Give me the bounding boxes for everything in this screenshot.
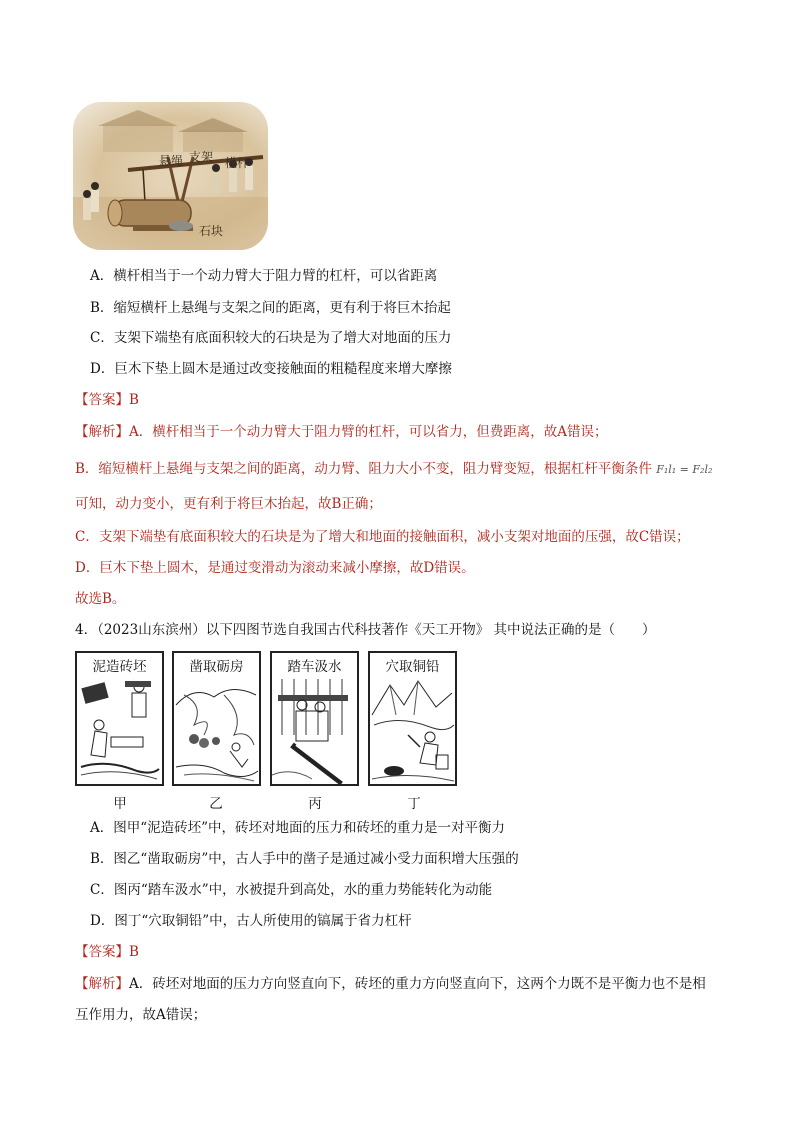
- q3-option-b: B．缩短横杆上悬绳与支架之间的距离，更有利于将巨木抬起: [90, 300, 451, 316]
- panel-caption-bing: 丙: [308, 796, 322, 812]
- q4-option-b: B．图乙“凿取砺房”中，古人手中的凿子是通过减小受力面积增大压强的: [90, 851, 519, 867]
- panel-caption-ding: 丁: [407, 796, 421, 812]
- panel-title: 泥造砖坯: [92, 659, 147, 675]
- q4-option-d: D．图丁“穴取铜铅”中，古人所使用的镐属于省力杠杆: [90, 913, 412, 929]
- q3-analysis-line-4: C．支架下端垫有底面积较大的石块是为了增大和地面的接触面积，减小支架对地面的压强，故C错误；: [75, 529, 690, 545]
- panel-title: 凿取砺房: [189, 659, 244, 675]
- lever-illustration: [73, 102, 268, 250]
- q3-option-d: D．巨木下垫上圆木是通过改变接触面的粗糙程度来增大摩擦: [90, 361, 452, 377]
- q3-analysis-line-5: D．巨木下垫上圆木，是通过变滑动为滚动来减小摩擦，故D错误。: [75, 560, 475, 576]
- panel-title: 穴取铜铅: [385, 659, 440, 675]
- q3-analysis-line-2: [75, 459, 712, 480]
- panel-bing: [270, 651, 359, 786]
- label-stone: 石块: [199, 224, 224, 238]
- analysis-tag: 【解析】: [75, 424, 129, 440]
- q3-answer: [75, 390, 139, 410]
- answer-tag: 【答案】: [75, 392, 129, 408]
- answer-value: B: [129, 944, 139, 960]
- q4-option-a: A．图甲“泥造砖坯”中，砖坯对地面的压力和砖坯的重力是一对平衡力: [90, 820, 506, 836]
- panel-caption-yi: 乙: [209, 796, 223, 812]
- panel-jia: [75, 651, 164, 786]
- q4-stem: 4．（2023山东滨州）以下四图节选自我国古代科技著作《天工开物》 其中说法正确的是（ ）: [75, 622, 656, 638]
- q3-option-c: C．支架下端垫有底面积较大的石块是为了增大对地面的压力: [90, 330, 452, 346]
- q4-analysis-line-1: [75, 974, 706, 994]
- panel-title: 踏车汲水: [287, 659, 342, 675]
- q3-analysis-line-6: 故选B。: [75, 591, 126, 607]
- lever-scene-drawing: [73, 102, 268, 250]
- lever-balance-formula: F₁l₁ = F₂l₂: [656, 463, 713, 476]
- copper-mining-drawing: [370, 675, 455, 785]
- answer-tag: 【答案】: [75, 944, 129, 960]
- label-rope: 悬绳: [159, 154, 184, 168]
- panel-yi: [172, 651, 261, 786]
- analysis-tag: 【解析】: [75, 976, 129, 992]
- analysis-text: B．缩短横杆上悬绳与支架之间的距离，动力臂、阻力大小不变，阻力臂变短，根据杠杆平衡条件: [75, 461, 652, 477]
- q4-answer: [75, 942, 139, 962]
- answer-value: B: [129, 392, 139, 408]
- label-beam: 横杆: [225, 156, 250, 170]
- q4-analysis-line-2: 互作用力，故A错误；: [75, 1007, 207, 1023]
- water-treadmill-drawing: [272, 675, 357, 785]
- label-support: 支架: [189, 150, 214, 164]
- q3-analysis-line-3: 可知，动力变小，更有利于将巨木抬起，故B正确；: [75, 496, 382, 512]
- panel-ding: [368, 651, 457, 786]
- analysis-text: A．砖坯对地面的压力方向竖直向下，砖坯的重力方向竖直向下，这两个力既不是平衡力也不是相: [129, 976, 706, 992]
- analysis-text: A．横杆相当于一个动力臂大于阻力臂的杠杆，可以省力，但费距离，故A错误；: [129, 424, 608, 440]
- q3-analysis-line-1: [75, 422, 608, 442]
- q3-option-a: A．横杆相当于一个动力臂大于阻力臂的杠杆，可以省距离: [90, 268, 438, 284]
- panel-caption-jia: 甲: [113, 796, 127, 812]
- brick-making-drawing: [77, 675, 162, 785]
- oyster-chiseling-drawing: [174, 675, 259, 785]
- q4-option-c: C．图丙“踏车汲水”中，水被提升到高处，水的重力势能转化为动能: [90, 882, 493, 898]
